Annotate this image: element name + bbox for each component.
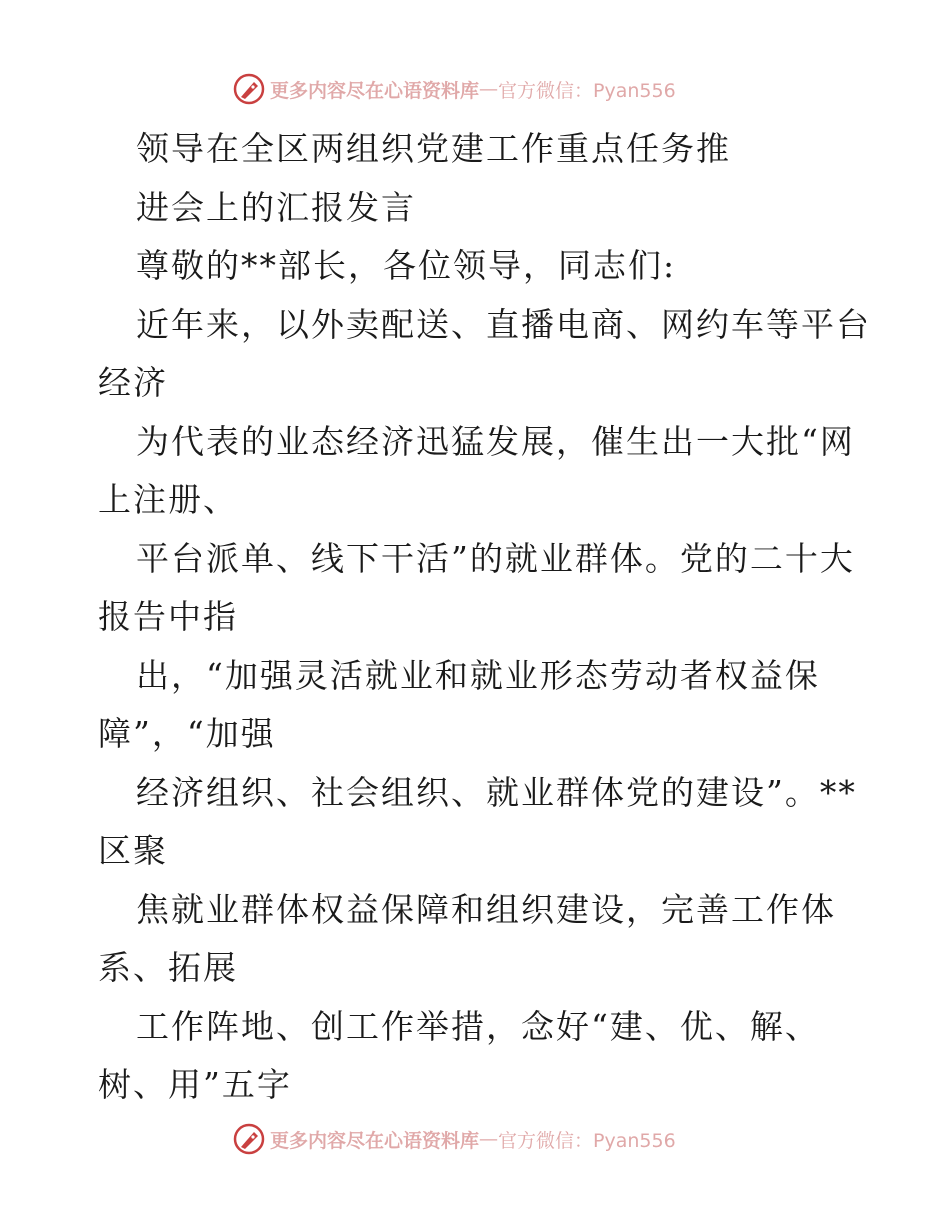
watermark-separator: — <box>479 78 499 100</box>
watermark-brand: 更多内容尽在心语资料库 <box>270 79 480 102</box>
doc-line: 近年来，以外卖配送、直播电商、网约车等平台 <box>136 304 871 344</box>
doc-line: 领导在全区两组织党建工作重点任务推 <box>136 129 731 168</box>
doc-line: 尊敬的**部长，各位领导，同志们: <box>136 246 677 285</box>
doc-line: 进会上的汇报发言 <box>136 187 416 227</box>
pen-nib-circle-icon <box>232 72 266 106</box>
doc-line: 区聚 <box>98 831 168 870</box>
doc-line: 系、拓展 <box>98 948 238 987</box>
doc-line: 为代表的业态经济迅猛发展，催生出一大批“网 <box>136 421 855 461</box>
doc-line: 上注册、 <box>98 480 238 519</box>
doc-line: 出，“加强灵活就业和就业形态劳动者权益保 <box>136 655 820 695</box>
watermark-account: 官方微信：Pyan556 <box>498 1129 676 1152</box>
doc-line: 报告中指 <box>98 597 238 636</box>
document-body <box>98 120 871 1115</box>
doc-line: 工作阵地、创工作举措，念好“建、优、解、 <box>136 1006 820 1046</box>
watermark-separator: — <box>479 1128 499 1150</box>
doc-line: 经济组织、社会组织、就业群体党的建设”。** <box>136 772 857 812</box>
pen-nib-circle-icon <box>232 1122 266 1156</box>
doc-line: 平台派单、线下干活”的就业群体。党的二十大 <box>136 538 855 578</box>
watermark-account: 官方微信：Pyan556 <box>498 79 676 102</box>
doc-line: 焦就业群体权益保障和组织建设，完善工作体 <box>136 889 836 929</box>
doc-line: 障”，“加强 <box>98 714 276 753</box>
header-watermark <box>232 72 732 106</box>
doc-line: 经济 <box>98 363 168 402</box>
watermark-brand: 更多内容尽在心语资料库 <box>270 1129 480 1152</box>
doc-line: 树、用”五字 <box>98 1065 292 1104</box>
footer-watermark <box>232 1122 732 1156</box>
